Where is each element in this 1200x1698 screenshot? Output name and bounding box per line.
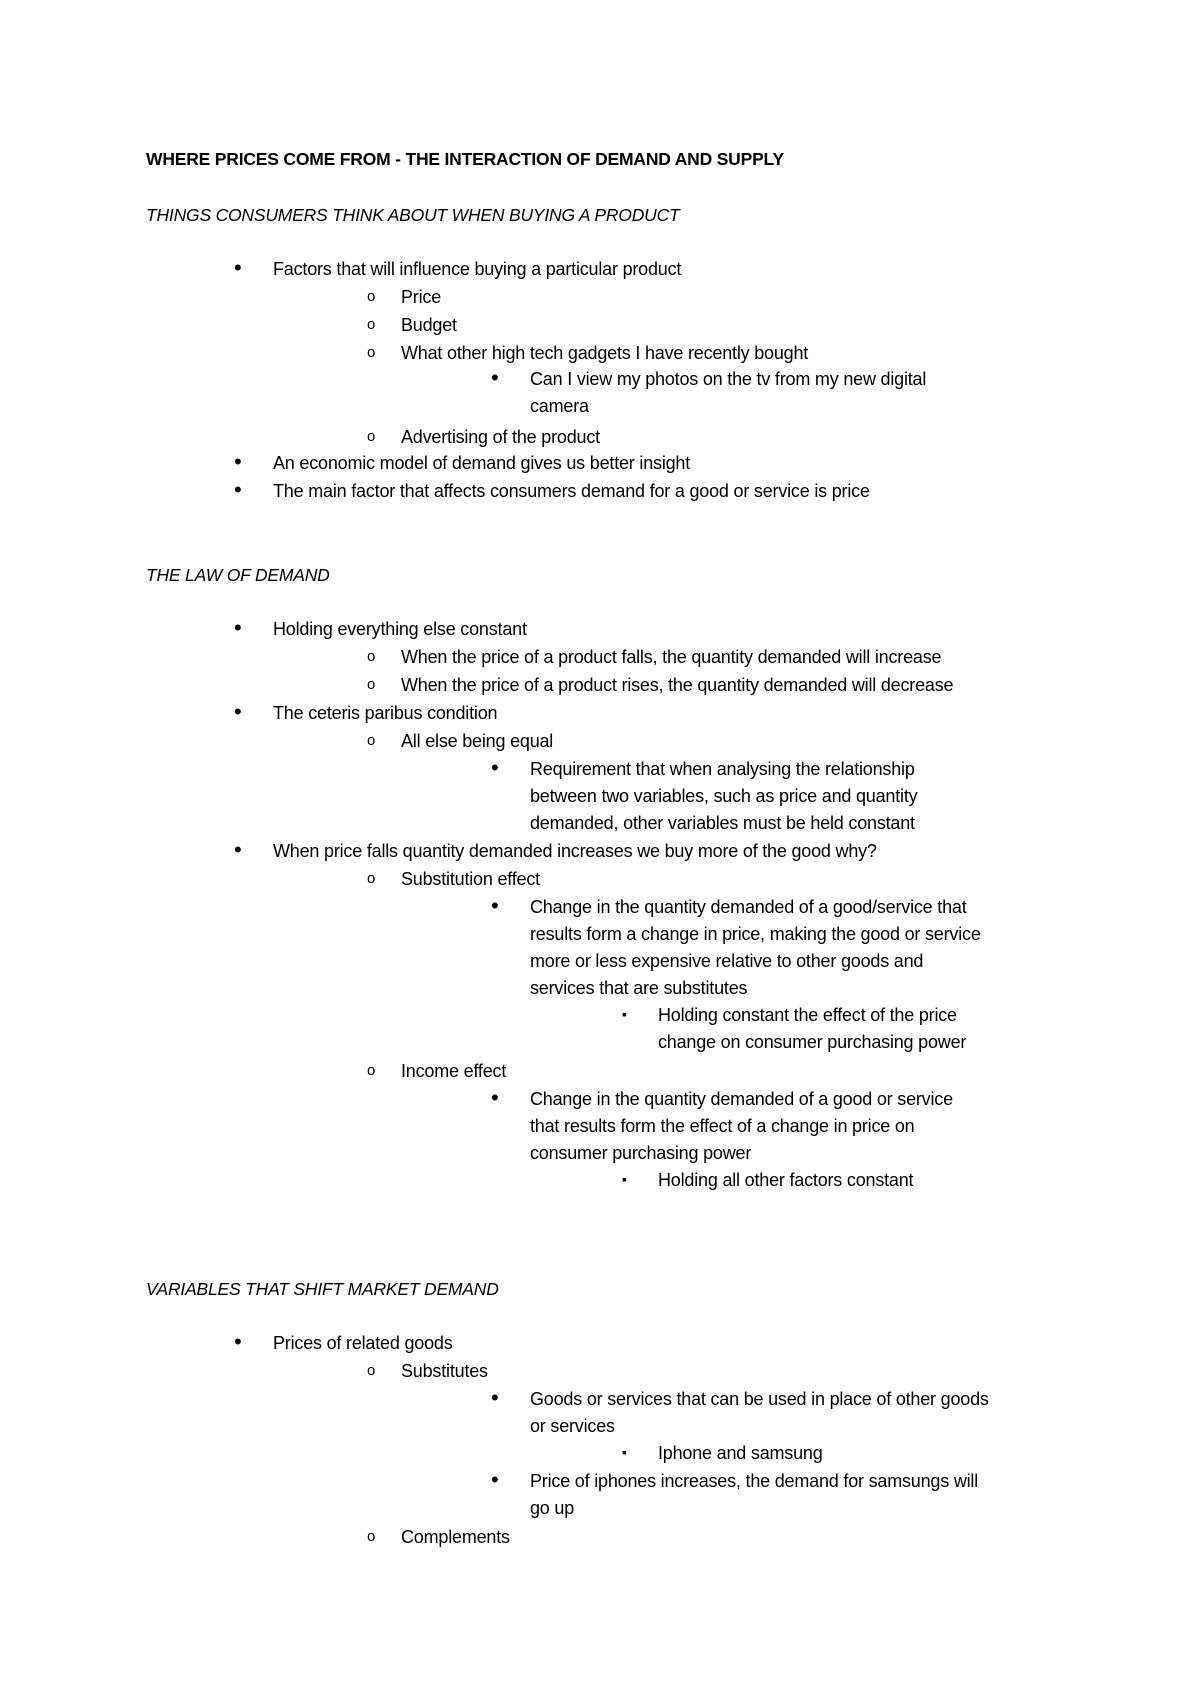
list-item: that results form the effect of a change in price on (530, 1116, 915, 1136)
list-item: What other high tech gadgets I have recently bought (401, 343, 809, 363)
list-item: The main factor that affects consumers demand for a good or service is price (273, 481, 870, 501)
list-item: demanded, other variables must be held constant (530, 813, 915, 833)
list-item: When the price of a product falls, the quantity demanded will increase (401, 647, 942, 667)
bullet-circle-icon (367, 310, 375, 338)
list-item: All else being equal (401, 731, 554, 751)
bullet-circle-icon (367, 642, 375, 670)
list-item: Budget (401, 315, 457, 335)
list-item: camera (530, 396, 589, 416)
list-item: services that are substitutes (530, 978, 748, 998)
bullet-disc-icon (234, 698, 242, 727)
bullet-disc-icon (234, 1328, 242, 1357)
list-item: Holding everything else constant (273, 619, 527, 639)
bullet-circle-icon (367, 1056, 375, 1084)
section-heading-consumers: THINGS CONSUMERS THINK ABOUT WHEN BUYING A PRODUCT (146, 205, 680, 225)
list-item: Prices of related goods (273, 1333, 453, 1353)
bullet-square-icon (622, 1000, 627, 1028)
bullet-circle-icon (367, 282, 375, 310)
list-item: Can I view my photos on the tv from my new digital (530, 369, 927, 389)
list-item: between two variables, such as price and quantity (530, 786, 918, 806)
bullet-circle-icon (367, 338, 375, 366)
section-heading-shift-demand: VARIABLES THAT SHIFT MARKET DEMAND (146, 1279, 499, 1299)
bullet-disc-icon (234, 476, 242, 505)
bullet-disc-icon (491, 1466, 499, 1495)
list-item: Goods or services that can be used in place of other goods (530, 1389, 989, 1409)
list-item: Holding all other factors constant (658, 1170, 914, 1190)
list-item: The ceteris paribus condition (273, 703, 498, 723)
list-item: Iphone and samsung (658, 1443, 823, 1463)
bullet-circle-icon (367, 670, 375, 698)
list-item: change on consumer purchasing power (658, 1032, 967, 1052)
bullet-square-icon (622, 1165, 627, 1193)
bullet-circle-icon (367, 422, 375, 450)
bullet-disc-icon (234, 614, 242, 643)
list-item: more or less expensive relative to other goods and (530, 951, 924, 971)
bullet-circle-icon (367, 1356, 375, 1384)
list-item: Change in the quantity demanded of a good/service that (530, 897, 967, 917)
section-heading-law-of-demand: THE LAW OF DEMAND (146, 565, 330, 585)
list-item: Change in the quantity demanded of a good or service (530, 1089, 953, 1109)
list-item: Advertising of the product (401, 427, 600, 447)
bullet-disc-icon (234, 448, 242, 477)
bullet-disc-icon (491, 364, 499, 393)
bullet-disc-icon (234, 836, 242, 865)
list-item: When price falls quantity demanded increases we buy more of the good why? (273, 841, 877, 861)
list-item: or services (530, 1416, 615, 1436)
list-item: Substitution effect (401, 869, 540, 889)
bullet-disc-icon (491, 892, 499, 921)
list-item: Factors that will influence buying a particular product (273, 259, 682, 279)
list-item: go up (530, 1498, 575, 1518)
bullet-disc-icon (234, 254, 242, 283)
list-item: Price (401, 287, 442, 307)
list-item: results form a change in price, making the good or service (530, 924, 981, 944)
list-item: When the price of a product rises, the quantity demanded will decrease (401, 675, 954, 695)
list-item: Complements (401, 1527, 510, 1547)
list-item: Income effect (401, 1061, 507, 1081)
bullet-disc-icon (491, 1084, 499, 1113)
bullet-circle-icon (367, 726, 375, 754)
list-item: Substitutes (401, 1361, 488, 1381)
list-item: An economic model of demand gives us better insight (273, 453, 691, 473)
bullet-circle-icon (367, 1522, 375, 1550)
list-item: consumer purchasing power (530, 1143, 752, 1163)
bullet-square-icon (622, 1438, 627, 1466)
list-item: Requirement that when analysing the relationship (530, 759, 915, 779)
bullet-disc-icon (491, 1384, 499, 1413)
document-title: WHERE PRICES COME FROM - THE INTERACTION OF DEMAND AND SUPPLY (146, 149, 784, 169)
list-item: Holding constant the effect of the price (658, 1005, 957, 1025)
list-item: Price of iphones increases, the demand for samsungs will (530, 1471, 979, 1491)
bullet-circle-icon (367, 864, 375, 892)
bullet-disc-icon (491, 754, 499, 783)
